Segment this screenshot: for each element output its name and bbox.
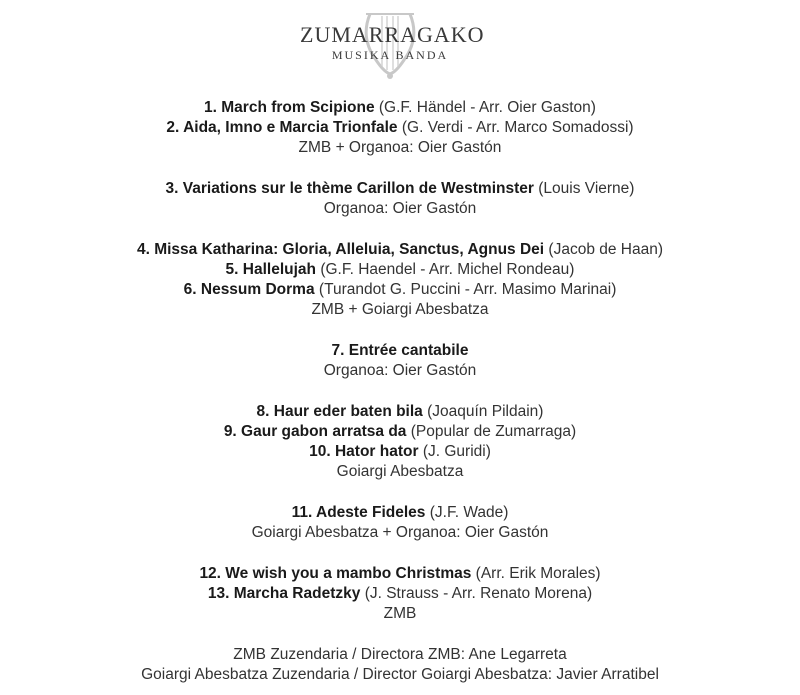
program-item xyxy=(0,422,800,442)
program-item xyxy=(0,260,800,280)
piece-title: 3. Variations sur le thème Carillon de Westminster xyxy=(165,180,534,197)
band-logo xyxy=(300,8,485,78)
piece-title: 13. Marcha Radetzky xyxy=(207,585,361,602)
piece-detail: (J.F. Wade) xyxy=(429,504,509,521)
piece-title: 2. Aida, Imno e Marcia Trionfale xyxy=(166,119,398,136)
performers-note: Goiargi Abesbatza xyxy=(336,463,464,480)
performers-note: Organoa: Oier Gastón xyxy=(323,200,477,217)
piece-title: 7. Entrée cantabile xyxy=(331,342,469,359)
piece-title: 5. Hallelujah xyxy=(225,261,316,278)
program-item xyxy=(0,118,800,138)
performers-note: ZMB + Goiargi Abesbatza xyxy=(311,301,489,318)
piece-detail: (G.F. Händel - Arr. Oier Gaston) xyxy=(378,99,596,116)
program-list xyxy=(0,98,800,685)
performers-note: ZMB + Organoa: Oier Gastón xyxy=(298,139,502,156)
performers-note: ZMB xyxy=(383,605,417,622)
piece-title: 11. Adeste Fideles xyxy=(291,504,426,521)
program-item xyxy=(0,98,800,118)
piece-title: 1. March from Scipione xyxy=(204,99,375,116)
program-item xyxy=(0,442,800,462)
program-item xyxy=(0,179,800,199)
program-item xyxy=(0,280,800,300)
performers-note: Goiargi Abesbatza + Organoa: Oier Gastón xyxy=(251,524,549,541)
program-item xyxy=(0,503,800,523)
piece-detail: (Arr. Erik Morales) xyxy=(475,565,601,582)
piece-detail: (J. Guridi) xyxy=(422,443,491,460)
piece-detail: (Louis Vierne) xyxy=(538,180,635,197)
piece-detail: (Joaquín Pildain) xyxy=(427,403,544,420)
program-item xyxy=(0,584,800,604)
credit-line: ZMB Zuzendaria / Directora ZMB: Ane Legarreta xyxy=(233,646,567,663)
program-item xyxy=(0,564,800,584)
piece-detail: (J. Strauss - Arr. Renato Morena) xyxy=(364,585,593,602)
piece-detail: (Jacob de Haan) xyxy=(548,241,664,258)
logo-title: ZUMARRAGAKO xyxy=(300,22,485,47)
piece-detail: (G. Verdi - Arr. Marco Somadossi) xyxy=(401,119,634,136)
program-item xyxy=(0,341,800,361)
credit-line: Goiargi Abesbatza Zuzendaria / Director Goiargi Abesbatza: Javier Arratibel xyxy=(141,666,659,683)
piece-detail: (Popular de Zumarraga) xyxy=(410,423,577,440)
logo-subtitle: MUSIKA BANDA xyxy=(331,48,449,62)
piece-title: 9. Gaur gabon arratsa da xyxy=(223,423,407,440)
program-item xyxy=(0,240,800,260)
piece-title: 10. Hator hator xyxy=(309,443,419,460)
piece-title: 12. We wish you a mambo Christmas xyxy=(199,565,472,582)
piece-title: 4. Missa Katharina: Gloria, Alleluia, Sanctus, Agnus Dei xyxy=(136,241,545,258)
piece-title: 8. Haur eder baten bila xyxy=(256,403,423,420)
piece-detail: (G.F. Haendel - Arr. Michel Rondeau) xyxy=(320,261,575,278)
piece-detail: (Turandot G. Puccini - Arr. Masimo Marinai) xyxy=(318,281,617,298)
performers-note: Organoa: Oier Gastón xyxy=(323,362,477,379)
program-item xyxy=(0,402,800,422)
piece-title: 6. Nessum Dorma xyxy=(183,281,315,298)
